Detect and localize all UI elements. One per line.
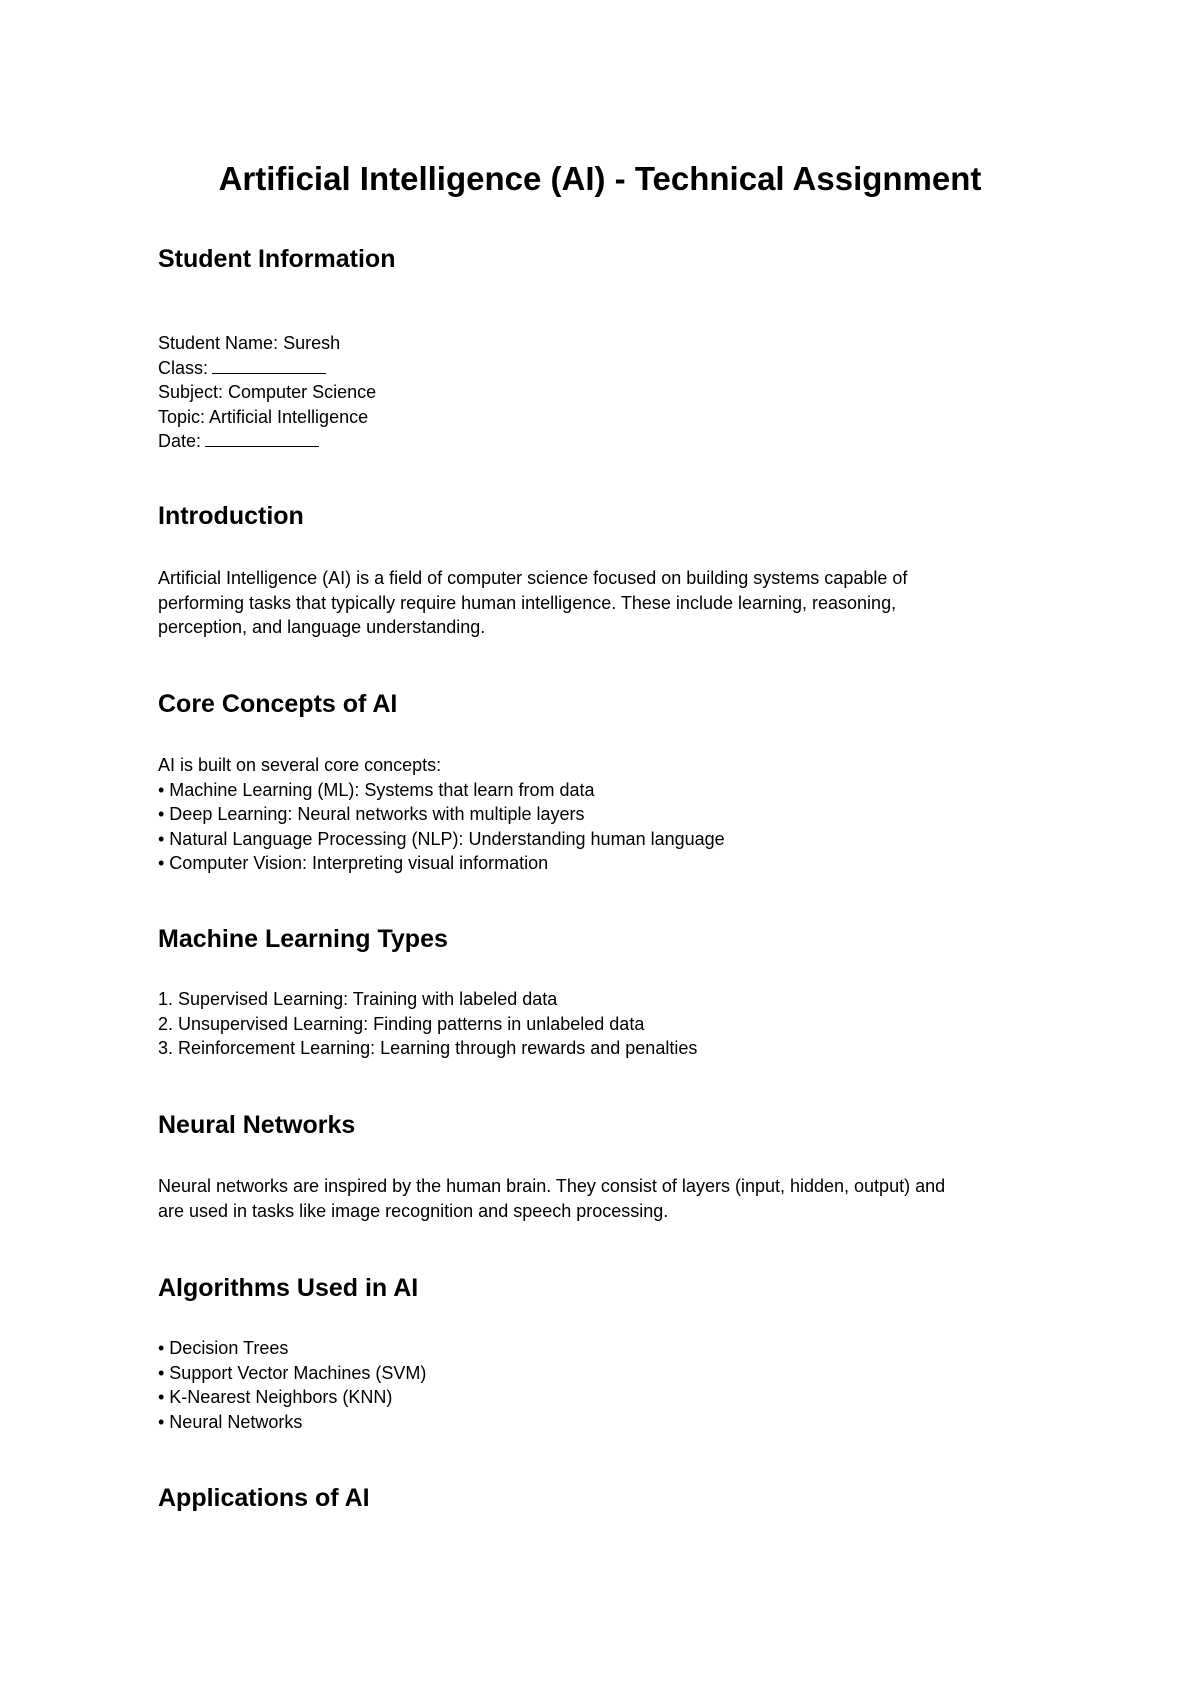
list-item: 3. Reinforcement Learning: Learning through rewards and penalties — [158, 1038, 698, 1058]
introduction-line: perception, and language understanding. — [158, 617, 486, 637]
class-line — [158, 356, 1058, 381]
date-blank — [205, 430, 319, 447]
student-info-block — [158, 331, 1058, 454]
core-concepts-lead: AI is built on several core concepts: — [158, 755, 442, 775]
class-label: Class: — [158, 357, 209, 378]
document-title: Artificial Intelligence (AI) - Technical Assignment — [218, 160, 982, 197]
introduction-paragraph — [158, 566, 1058, 640]
list-item: • Support Vector Machines (SVM) — [158, 1362, 427, 1383]
neural-networks-paragraph — [158, 1174, 1058, 1223]
subject-line: Subject: Computer Science — [158, 382, 377, 402]
date-line — [158, 429, 1058, 454]
core-concepts-heading: Core Concepts of AI — [158, 690, 398, 718]
list-item: 2. Unsupervised Learning: Finding patterns in unlabeled data — [158, 1013, 645, 1034]
list-item: • Deep Learning: Neural networks with multiple layers — [158, 804, 585, 824]
introduction-line: performing tasks that typically require human intelligence. These include learning, reasoning, — [158, 592, 897, 613]
introduction-line: Artificial Intelligence (AI) is a field of computer science focused on building systems capable of — [158, 568, 908, 588]
student-name-line: Student Name: Suresh — [158, 333, 341, 353]
date-label: Date: — [158, 431, 202, 451]
algorithms-list — [158, 1336, 1058, 1434]
core-concepts-list — [158, 753, 1058, 876]
list-item: • K-Nearest Neighbors (KNN) — [158, 1387, 393, 1407]
ml-types-heading: Machine Learning Types — [158, 925, 448, 953]
list-item: • Neural Networks — [158, 1411, 303, 1432]
ml-types-list — [158, 987, 1058, 1061]
introduction-heading: Introduction — [158, 502, 304, 530]
neural-networks-heading: Neural Networks — [158, 1111, 356, 1139]
applications-heading: Applications of AI — [158, 1484, 370, 1512]
topic-line: Topic: Artificial Intelligence — [158, 406, 369, 427]
neural-networks-line: are used in tasks like image recognition and speech processing. — [158, 1200, 669, 1221]
list-item: • Natural Language Processing (NLP): Understanding human language — [158, 828, 725, 849]
class-blank — [212, 357, 326, 374]
list-item: 1. Supervised Learning: Training with labeled data — [158, 989, 558, 1009]
list-item: • Computer Vision: Interpreting visual information — [158, 853, 549, 873]
list-item: • Decision Trees — [158, 1338, 289, 1358]
list-item: • Machine Learning (ML): Systems that learn from data — [158, 779, 595, 800]
neural-networks-line: Neural networks are inspired by the human brain. They consist of layers (input, hidden, output) and — [158, 1176, 946, 1196]
student-info-heading: Student Information — [158, 245, 396, 273]
algorithms-heading: Algorithms Used in AI — [158, 1274, 419, 1302]
